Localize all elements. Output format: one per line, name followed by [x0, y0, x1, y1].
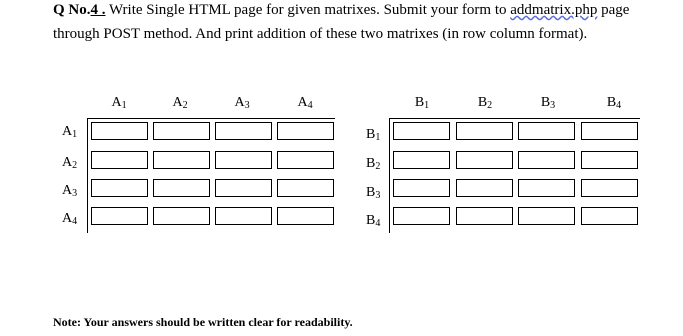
matrix-a-row-header-4: A4	[62, 211, 78, 227]
matrix-b-cell-1-4[interactable]	[581, 122, 638, 140]
matrix-a-cell-3-1[interactable]	[91, 179, 148, 197]
matrix-b-row-header-3: B3	[366, 185, 381, 201]
question-line-2: through POST method. And print addition of these two matrixes (in row column format).	[53, 26, 588, 42]
matrix-a-col-header-2: A2	[172, 95, 188, 111]
matrix-b-cell-1-1[interactable]	[393, 122, 450, 140]
matrix-a-cell-1-1[interactable]	[91, 122, 148, 140]
matrix-a-cell-4-3[interactable]	[215, 207, 272, 225]
matrix-a-cell-4-4[interactable]	[277, 207, 334, 225]
matrix-b-cell-1-3[interactable]	[518, 122, 575, 140]
matrix-a-cell-2-4[interactable]	[277, 151, 334, 169]
matrix-a-col-header-1: A1	[111, 95, 127, 111]
matrix-b-cell-3-1[interactable]	[393, 179, 450, 197]
matrix-a-row-header-3: A3	[62, 183, 78, 199]
matrix-a-col-header-4: A4	[297, 95, 313, 111]
matrix-a-cell-2-1[interactable]	[91, 151, 148, 169]
matrix-b-cell-4-4[interactable]	[581, 207, 638, 225]
matrix-b-cell-1-2[interactable]	[456, 122, 513, 140]
matrix-b-row-header-4: B4	[366, 213, 381, 229]
matrix-a-cell-1-2[interactable]	[153, 122, 210, 140]
matrix-b-col-header-3: B3	[540, 95, 556, 111]
matrix-a-cell-3-2[interactable]	[153, 179, 210, 197]
matrix-a-cell-4-1[interactable]	[91, 207, 148, 225]
matrix-b-cell-2-3[interactable]	[518, 151, 575, 169]
matrix-a-cell-2-2[interactable]	[153, 151, 210, 169]
matrix-a-col-header-3: A3	[234, 95, 250, 111]
question-line-1	[53, 0, 629, 20]
question-number: 4 .	[90, 2, 106, 18]
question-text-tail: page	[597, 2, 630, 18]
matrix-a-cell-4-2[interactable]	[153, 207, 210, 225]
matrix-b-row-header-1: B1	[366, 127, 381, 143]
matrix-a-row-header-1: A1	[62, 124, 78, 140]
matrix-b-cell-2-4[interactable]	[581, 151, 638, 169]
matrix-a-cell-1-3[interactable]	[215, 122, 272, 140]
matrix-b-col-header-4: B4	[606, 95, 622, 111]
matrix-a-cell-3-4[interactable]	[277, 179, 334, 197]
readability-note: Note: Your answers should be written clear for readability.	[53, 315, 353, 329]
matrix-b-cell-4-3[interactable]	[518, 207, 575, 225]
matrix-b-row-header-2: B2	[366, 156, 381, 172]
matrix-b-cell-2-1[interactable]	[393, 151, 450, 169]
matrix-b-cell-3-4[interactable]	[581, 179, 638, 197]
matrix-b-cell-4-2[interactable]	[456, 207, 513, 225]
target-filename: addmatrix.php	[510, 2, 598, 18]
matrix-b-col-header-2: B2	[477, 95, 493, 111]
matrix-a-cell-1-4[interactable]	[277, 122, 334, 140]
question-text-part1: Write Single HTML page for given matrixes. Submit your form to	[105, 2, 511, 18]
matrix-a-row-header-2: A2	[62, 155, 78, 171]
matrix-b-cell-2-2[interactable]	[456, 151, 513, 169]
matrix-b-cell-3-3[interactable]	[518, 179, 575, 197]
matrix-a-cell-2-3[interactable]	[215, 151, 272, 169]
matrix-b-cell-3-2[interactable]	[456, 179, 513, 197]
matrix-a-cell-3-3[interactable]	[215, 179, 272, 197]
matrix-b-cell-4-1[interactable]	[393, 207, 450, 225]
matrix-b-col-header-1: B1	[414, 95, 430, 111]
question-number-label: Q No.	[53, 2, 91, 18]
